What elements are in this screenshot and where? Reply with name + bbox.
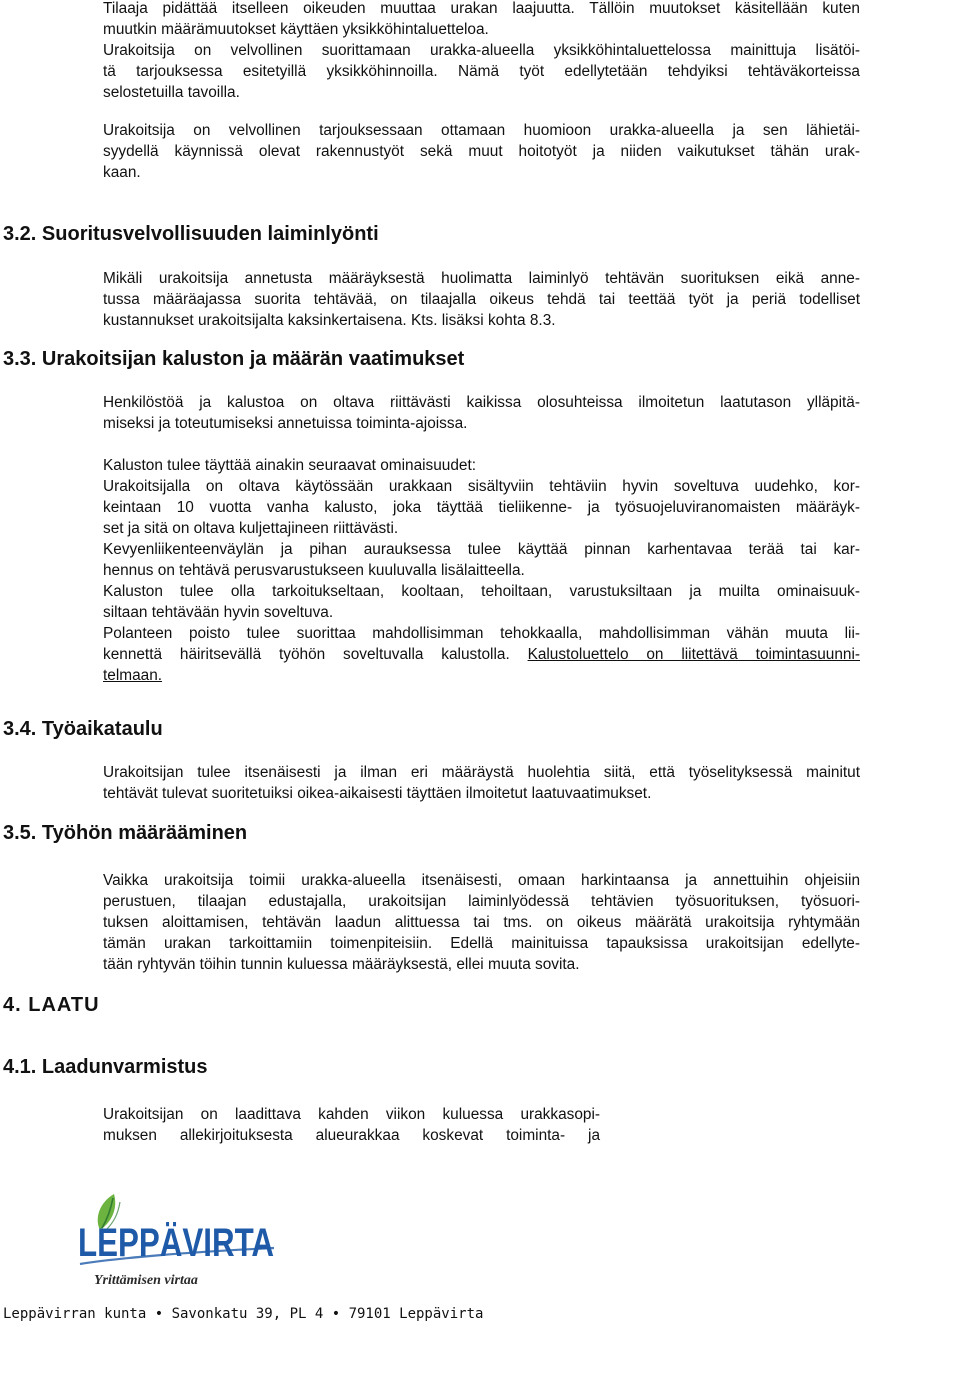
text-line: tussa määräajassa suorita tehtävää, on tilaajalla oikeus tehdä tai teettää työt ja periä todelliset (103, 291, 860, 308)
section-3-2-body (103, 268, 860, 331)
text-line: kustannukset urakoitsijalta kaksinkertaisena. Kts. lisäksi kohta 8.3. (103, 312, 556, 329)
intro-paragraph-2 (103, 120, 860, 183)
text-line: Urakoitsija on velvollinen suorittamaan urakka-alueella yksikköhintaluettelossa mainittuja lisätöi- (103, 42, 860, 59)
text-line: tuksen aloittamisen, tehtävän laadun alittuessa tai tms. on oikeus määrätä urakoitsija ryhtymään (103, 914, 860, 931)
text-line: Mikäli urakoitsija annetusta määräyksestä huolimatta laiminlyö tehtävän suorituksen eikä anne- (103, 270, 860, 287)
text-line: Urakoitsija on velvollinen tarjouksessaan ottamaan huomioon urakka-alueella ja sen lähietäi- (103, 122, 860, 139)
text-segment: kennettä häiritsevällä työhön soveltuvalla kalustolla. (103, 646, 528, 663)
section-heading-3-4: 3.4. Työaikataulu (3, 718, 163, 740)
chapter-heading-4: 4. LAATU (3, 994, 100, 1016)
section-4-1-body (103, 1104, 600, 1146)
text-line: Tilaaja pidättää itselleen oikeuden muuttaa urakan laajuutta. Tällöin muutokset käsitellään kuten (103, 0, 860, 17)
underlined-text: telmaan. (103, 667, 163, 684)
logo-slogan: Yrittämisen virtaa (94, 1273, 198, 1288)
text-line: selostetuilla tavoilla. (103, 84, 240, 101)
section-heading-4-1: 4.1. Laadunvarmistus (3, 1056, 208, 1078)
text-line: Henkilöstöä ja kalustoa on oltava riittävästi kaikissa olosuhteissa ilmoitetun laatutason ylläpitä- (103, 394, 860, 411)
text-line: Urakoitsijan tulee itsenäisesti ja ilman eri määräystä huolehtia siitä, että työselityksessä mainitut (103, 764, 860, 781)
logo-wordmark: LEPPÄVIRTA (78, 1221, 274, 1265)
section-3-4-body (103, 762, 860, 804)
underlined-text: Kalustoluettelo on liitettävä toimintasuunni- (527, 646, 860, 663)
text-line-mixed (103, 644, 860, 665)
leppavirta-logo (78, 1188, 278, 1288)
section-3-5-body (103, 870, 860, 975)
text-line (103, 665, 860, 686)
text-line: tä tarjouksessa esitetyillä yksikköhinnoilla. Nämä työt edellytetään tehdyiksi tehtäväkorteissa (103, 63, 860, 80)
text-line: Kaluston tulee täyttää ainakin seuraavat ominaisuudet: (103, 457, 477, 474)
section-heading-3-5: 3.5. Työhön määrääminen (3, 822, 248, 844)
section-heading-3-3: 3.3. Urakoitsijan kaluston ja määrän vaatimukset (3, 348, 465, 370)
text-line: muutkin määrämuutokset käyttäen yksikköhintaluetteloa. (103, 21, 489, 38)
text-line: tään ryhtyvän töihin tunnin kuluessa määräyksestä, ellei muuta sovita. (103, 956, 580, 973)
text-line: Polanteen poisto tulee suorittaa mahdollisimman tehokkaalla, mahdollisimman vähän muuta lii- (103, 625, 860, 642)
text-line: Vaikka urakoitsija toimii urakka-alueella itsenäisesti, omaan harkintaansa ja annettuihin ohjeisiin (103, 872, 860, 889)
text-line: hennus on tehtävä perusvarustukseen kuuluvalla lisälaitteella. (103, 562, 525, 579)
text-line: tämän urakan tarkoittamiin toimenpiteisiin. Edellä mainituissa tapauksissa urakoitsijan edellyte- (103, 935, 860, 952)
text-line: tehtävät tulevat suoritetuiksi oikea-aikaisesti täyttäen ilmoitetut laatuvaatimukset. (103, 785, 652, 802)
intro-paragraph-1 (103, 0, 860, 103)
page-footer: Leppävirran kunta • Savonkatu 39, PL 4 • 79101 Leppävirta (3, 1306, 484, 1322)
text-line: kaan. (103, 164, 141, 181)
text-line: syydellä käynnissä olevat rakennustyöt sekä muut hoitotyöt ja niiden vaikutukset tähän urak- (103, 143, 860, 160)
text-line: Kaluston tulee olla tarkoitukseltaan, kooltaan, tehoiltaan, varustuksiltaan ja muilta ominaisuuk- (103, 583, 860, 600)
section-heading-3-2: 3.2. Suoritusvelvollisuuden laiminlyönti (3, 223, 379, 245)
text-line: Urakoitsijalla on oltava käytössään urakkaan sisältyviin tehtäviin hyvin soveltuva uudehko, kor- (103, 478, 860, 495)
section-3-3-paragraph-1 (103, 392, 860, 434)
text-line: set ja sitä on oltava kuljettajineen riittävästi. (103, 520, 399, 537)
text-line: miseksi ja toteutumiseksi annetuissa toiminta-ajoissa. (103, 415, 468, 432)
section-3-3-paragraph-2 (103, 455, 860, 686)
text-line: keintaan 10 vuotta vanha kalusto, joka täyttää tieliikenne- ja työsuojeluviranomaisten määräyk- (103, 499, 860, 516)
text-line: perustuen, tilaajan edustajalla, urakoitsijan laiminlyödessä tehtävien työsuorituksen, työsuori- (103, 893, 860, 910)
text-line: Urakoitsijan on laadittava kahden viikon kuluessa urakkasopi- (103, 1106, 600, 1123)
text-line: siltaan tehtävään hyvin soveltuva. (103, 604, 334, 621)
text-line: Kevyenliikenteenväylän ja pihan aurauksessa tulee käyttää pinnan karhentavaa terää tai kar- (103, 541, 860, 558)
text-line: muksen allekirjoituksesta alueurakkaa koskevat toiminta- ja (103, 1127, 600, 1144)
